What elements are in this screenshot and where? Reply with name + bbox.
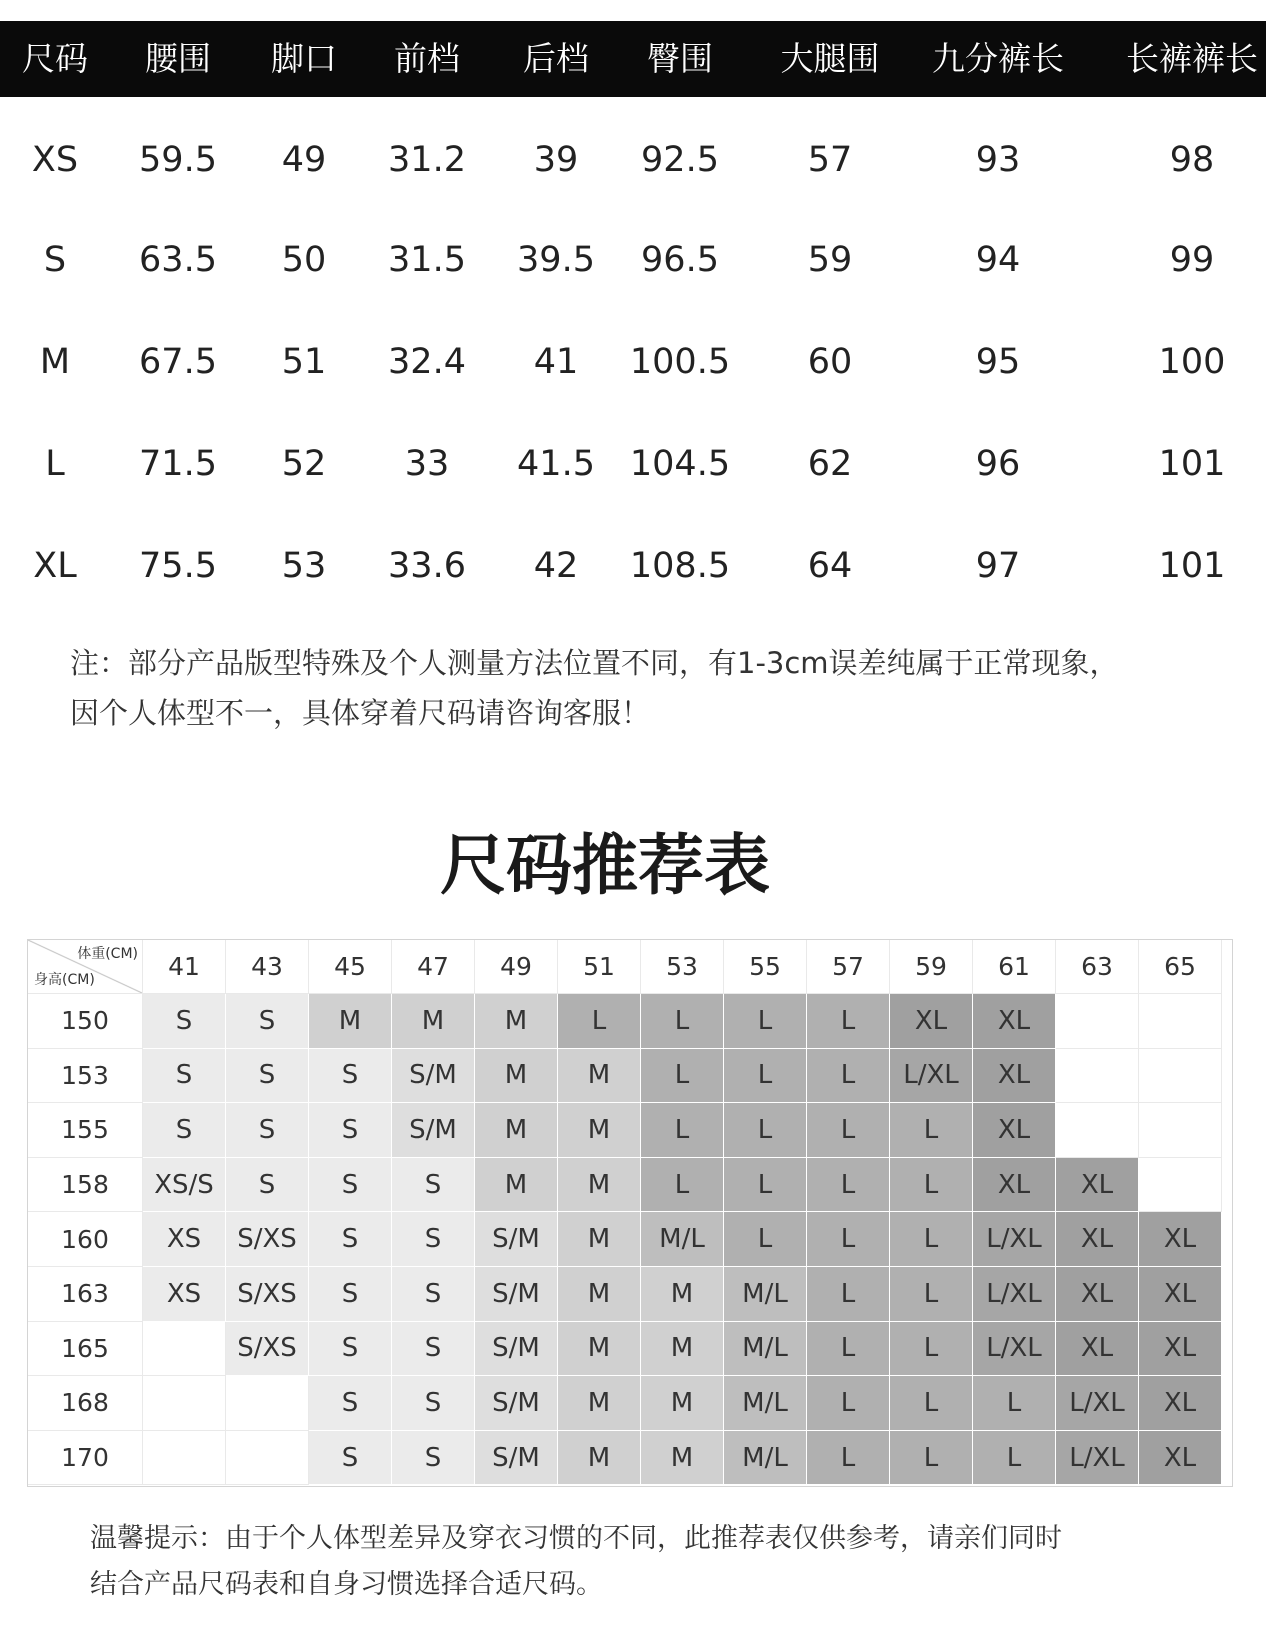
size-cell: M <box>558 1322 641 1377</box>
table-cell: 97 <box>975 546 1021 586</box>
size-cell: XL <box>1139 1212 1222 1267</box>
size-cell: L <box>641 1103 724 1158</box>
header-cell: 尺码 <box>22 39 88 78</box>
weight-header-cell: 57 <box>807 940 890 994</box>
size-cell <box>1139 1158 1222 1213</box>
table-cell: 64 <box>807 546 853 586</box>
weight-header-cell: 63 <box>1056 940 1139 994</box>
size-cell: S <box>309 1212 392 1267</box>
table-cell: L <box>45 444 65 484</box>
table-cell: 42 <box>533 546 579 586</box>
size-cell: XL <box>1139 1322 1222 1377</box>
size-cell: L <box>973 1376 1056 1431</box>
size-cell: L <box>724 994 807 1049</box>
table-cell: 94 <box>975 240 1021 280</box>
size-cell: S <box>226 1158 309 1213</box>
size-cell: M <box>558 1049 641 1104</box>
header-cell: 大腿围 <box>780 39 880 78</box>
size-cell: L <box>807 1158 890 1213</box>
size-cell <box>1056 1049 1139 1104</box>
size-cell: M <box>475 994 558 1049</box>
table-cell: 100.5 <box>629 342 731 382</box>
size-cell <box>1139 1049 1222 1104</box>
size-cell: S <box>392 1376 475 1431</box>
size-cell: M <box>475 1049 558 1104</box>
height-header-cell: 153 <box>28 1049 143 1104</box>
size-cell: L <box>641 994 724 1049</box>
size-cell: S <box>309 1431 392 1486</box>
header-cell: 脚口 <box>271 39 337 78</box>
size-cell: L <box>807 1049 890 1104</box>
size-cell: M/L <box>724 1376 807 1431</box>
table-cell: 31.2 <box>388 140 466 180</box>
size-cell: S/M <box>475 1322 558 1377</box>
size-cell: S <box>226 1049 309 1104</box>
size-cell: M <box>641 1322 724 1377</box>
table-cell: 33.6 <box>388 546 466 586</box>
size-recommendation-grid <box>27 939 1233 1487</box>
size-cell: XL <box>1056 1158 1139 1213</box>
weight-header-cell: 51 <box>558 940 641 994</box>
size-cell: XS/S <box>143 1158 226 1213</box>
size-cell: XL <box>1139 1431 1222 1486</box>
size-cell: XL <box>1056 1212 1139 1267</box>
table-cell: 49 <box>281 140 327 180</box>
size-cell: XL <box>973 1103 1056 1158</box>
size-cell: M <box>558 1212 641 1267</box>
size-cell: XL <box>1056 1267 1139 1322</box>
weight-header-cell: 59 <box>890 940 973 994</box>
table-cell: 96 <box>975 444 1021 484</box>
size-cell: L/XL <box>973 1322 1056 1377</box>
corner-weight-label: 体重(CM) <box>77 946 138 962</box>
size-chart-header <box>0 21 1266 97</box>
size-cell <box>1056 994 1139 1049</box>
tip-line-1: 温馨提示：由于个人体型差异及穿衣习惯的不同，此推荐表仅供参考，请亲们同时 <box>90 1523 1062 1554</box>
size-cell: L <box>724 1158 807 1213</box>
size-cell: S <box>309 1322 392 1377</box>
size-cell: XS <box>143 1212 226 1267</box>
size-cell: S <box>143 1103 226 1158</box>
size-cell: L <box>890 1431 973 1486</box>
size-cell <box>1139 1103 1222 1158</box>
weight-header-cell: 43 <box>226 940 309 994</box>
size-cell <box>143 1376 226 1431</box>
table-row <box>0 536 1266 596</box>
weight-header-cell: 65 <box>1139 940 1222 994</box>
table-cell: 108.5 <box>629 546 731 586</box>
height-header-cell: 155 <box>28 1103 143 1158</box>
size-cell: M <box>641 1431 724 1486</box>
size-cell: S/M <box>475 1431 558 1486</box>
size-cell: L <box>890 1322 973 1377</box>
size-cell: S <box>309 1267 392 1322</box>
size-cell: L/XL <box>1056 1431 1139 1486</box>
weight-header-cell: 53 <box>641 940 724 994</box>
table-cell: XS <box>31 140 79 180</box>
size-cell: S <box>392 1267 475 1322</box>
recommendation-title: 尺码推荐表 <box>440 827 770 904</box>
note-line-2: 因个人体型不一，具体穿着尺码请咨询客服！ <box>70 696 651 730</box>
table-cell: 93 <box>975 140 1021 180</box>
weight-header-cell: 49 <box>475 940 558 994</box>
size-cell: L <box>807 1212 890 1267</box>
table-cell: 59 <box>807 240 853 280</box>
table-cell: 57 <box>807 140 853 180</box>
size-cell: M <box>558 1103 641 1158</box>
size-cell: S <box>143 994 226 1049</box>
weight-header-cell: 45 <box>309 940 392 994</box>
header-cell: 臀围 <box>647 39 713 78</box>
weight-header-cell: 41 <box>143 940 226 994</box>
size-cell: M <box>475 1158 558 1213</box>
table-cell: S <box>43 240 67 280</box>
table-cell: 67.5 <box>139 342 217 382</box>
table-cell: 39 <box>533 140 579 180</box>
size-cell: S/M <box>392 1049 475 1104</box>
size-cell: M/L <box>724 1322 807 1377</box>
table-cell: 99 <box>1169 240 1215 280</box>
size-cell: L <box>890 1103 973 1158</box>
table-cell: 41.5 <box>517 444 595 484</box>
size-cell: L <box>890 1267 973 1322</box>
size-cell: L/XL <box>973 1212 1056 1267</box>
size-cell: L <box>807 994 890 1049</box>
size-cell: L <box>973 1431 1056 1486</box>
size-cell: L <box>807 1322 890 1377</box>
height-header-cell: 165 <box>28 1322 143 1377</box>
size-cell: S/M <box>475 1267 558 1322</box>
weight-header-cell: 61 <box>973 940 1056 994</box>
size-cell <box>226 1431 309 1486</box>
size-cell: L <box>724 1212 807 1267</box>
size-cell: S <box>309 1376 392 1431</box>
size-cell: L <box>890 1376 973 1431</box>
corner-height-label: 身高(CM) <box>34 972 95 988</box>
size-cell: L <box>807 1103 890 1158</box>
size-cell: M <box>641 1376 724 1431</box>
table-cell: 96.5 <box>641 240 719 280</box>
size-cell: S <box>309 1158 392 1213</box>
table-cell: 63.5 <box>139 240 217 280</box>
size-cell: S <box>392 1431 475 1486</box>
size-cell: L <box>807 1431 890 1486</box>
table-cell: 101 <box>1158 444 1226 484</box>
size-cell: M <box>641 1267 724 1322</box>
table-cell: M <box>39 342 71 382</box>
table-cell: XL <box>33 546 77 586</box>
size-cell: S <box>143 1049 226 1104</box>
header-cell: 九分裤长 <box>932 39 1064 78</box>
table-cell: 31.5 <box>388 240 466 280</box>
size-cell: M <box>558 1376 641 1431</box>
tip-line-2: 结合产品尺码表和自身习惯选择合适尺码。 <box>90 1569 603 1600</box>
header-cell: 后档 <box>523 39 589 78</box>
table-cell: 101 <box>1158 546 1226 586</box>
table-cell: 100 <box>1158 342 1226 382</box>
size-cell: S/XS <box>226 1322 309 1377</box>
size-cell: S <box>309 1103 392 1158</box>
size-cell: L <box>641 1158 724 1213</box>
size-cell: M/L <box>724 1431 807 1486</box>
table-row <box>0 434 1266 494</box>
table-cell: 41 <box>533 342 579 382</box>
size-cell: L <box>890 1158 973 1213</box>
size-cell: S/M <box>475 1212 558 1267</box>
table-cell: 39.5 <box>517 240 595 280</box>
weight-header-cell: 47 <box>392 940 475 994</box>
weight-header-cell: 55 <box>724 940 807 994</box>
table-cell: 75.5 <box>139 546 217 586</box>
size-cell: L <box>641 1049 724 1104</box>
size-chart-note <box>70 638 1250 738</box>
size-cell: M <box>309 994 392 1049</box>
size-cell: L/XL <box>1056 1376 1139 1431</box>
table-cell: 53 <box>281 546 327 586</box>
size-cell: S/M <box>392 1103 475 1158</box>
table-cell: 51 <box>281 342 327 382</box>
size-cell: M <box>558 1431 641 1486</box>
size-cell: L/XL <box>973 1267 1056 1322</box>
size-cell: XL <box>890 994 973 1049</box>
size-cell <box>226 1376 309 1431</box>
table-cell: 92.5 <box>641 140 719 180</box>
size-cell: S/XS <box>226 1212 309 1267</box>
size-cell <box>143 1431 226 1486</box>
size-cell: M/L <box>641 1212 724 1267</box>
size-cell: XL <box>973 1049 1056 1104</box>
height-header-cell: 163 <box>28 1267 143 1322</box>
size-cell: XL <box>1056 1322 1139 1377</box>
size-cell: XS <box>143 1267 226 1322</box>
size-cell: M <box>475 1103 558 1158</box>
size-cell: M <box>558 1267 641 1322</box>
height-header-cell: 150 <box>28 994 143 1049</box>
height-header-cell: 158 <box>28 1158 143 1213</box>
size-cell: L <box>724 1103 807 1158</box>
size-cell: XL <box>973 1158 1056 1213</box>
table-cell: 33 <box>404 444 450 484</box>
size-cell: S <box>309 1049 392 1104</box>
note-line-1: 注：部分产品版型特殊及个人测量方法位置不同，有1-3cm误差纯属于正常现象， <box>70 646 1119 680</box>
table-cell: 32.4 <box>388 342 466 382</box>
size-cell: XL <box>1139 1267 1222 1322</box>
size-cell: S <box>392 1212 475 1267</box>
header-cell: 前档 <box>394 39 460 78</box>
size-cell: M <box>392 994 475 1049</box>
table-cell: 71.5 <box>139 444 217 484</box>
size-cell: L <box>807 1376 890 1431</box>
size-cell <box>1139 994 1222 1049</box>
size-cell: S <box>226 994 309 1049</box>
table-cell: 104.5 <box>629 444 731 484</box>
table-cell: 50 <box>281 240 327 280</box>
size-cell: S <box>392 1322 475 1377</box>
tip-text <box>90 1516 1240 1608</box>
size-cell <box>143 1322 226 1377</box>
size-cell: S <box>392 1158 475 1213</box>
header-cell: 长裤裤长 <box>1126 39 1258 78</box>
table-cell: 59.5 <box>139 140 217 180</box>
size-cell: L <box>890 1212 973 1267</box>
height-header-cell: 160 <box>28 1212 143 1267</box>
size-cell: S/XS <box>226 1267 309 1322</box>
height-header-cell: 168 <box>28 1376 143 1431</box>
table-row <box>0 332 1266 392</box>
size-cell: L <box>807 1267 890 1322</box>
size-cell: L <box>724 1049 807 1104</box>
header-cell: 腰围 <box>145 39 211 78</box>
table-row <box>0 130 1266 190</box>
size-cell: S <box>226 1103 309 1158</box>
size-cell: S/M <box>475 1376 558 1431</box>
table-cell: 98 <box>1169 140 1215 180</box>
size-cell: L/XL <box>890 1049 973 1104</box>
table-cell: 60 <box>807 342 853 382</box>
size-cell: L <box>558 994 641 1049</box>
size-cell <box>1056 1103 1139 1158</box>
table-cell: 52 <box>281 444 327 484</box>
grid-corner-header <box>28 940 143 994</box>
table-row <box>0 230 1266 290</box>
size-cell: XL <box>973 994 1056 1049</box>
size-cell: M/L <box>724 1267 807 1322</box>
table-cell: 95 <box>975 342 1021 382</box>
size-cell: XL <box>1139 1376 1222 1431</box>
table-cell: 62 <box>807 444 853 484</box>
size-cell: M <box>558 1158 641 1213</box>
height-header-cell: 170 <box>28 1431 143 1486</box>
